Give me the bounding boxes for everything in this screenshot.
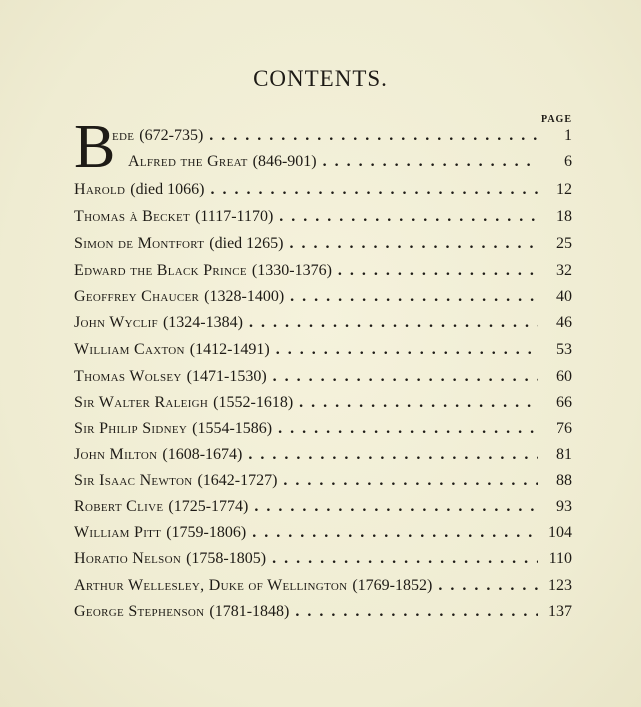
dot-leader xyxy=(279,205,538,229)
entry-name: Edward the Black Prince xyxy=(74,262,247,279)
entry-dates: (died 1265) xyxy=(209,235,284,252)
entry-page: 6 xyxy=(564,153,572,170)
dot-leader xyxy=(248,443,538,467)
toc-entry[interactable] xyxy=(74,178,572,202)
toc-entry[interactable] xyxy=(74,232,572,256)
dot-leader xyxy=(290,232,539,256)
dot-leader xyxy=(295,600,538,624)
entry-name: William Caxton xyxy=(74,341,185,358)
entry-page: 1 xyxy=(564,127,572,144)
entry-page: 46 xyxy=(556,314,572,331)
toc-entry[interactable] xyxy=(74,574,572,598)
entry-name: John Milton xyxy=(74,446,158,463)
entry-page: 32 xyxy=(556,262,572,279)
entry-page: 104 xyxy=(548,524,572,541)
entry-dates: (846-901) xyxy=(252,153,317,170)
toc-entry[interactable] xyxy=(74,205,572,229)
entry-dates: (1412-1491) xyxy=(189,341,270,358)
toc-entry[interactable] xyxy=(74,338,572,362)
dot-leader xyxy=(323,150,538,174)
entry-name: Thomas à Becket xyxy=(74,208,191,225)
entry-name: John Wyclif xyxy=(74,314,158,331)
toc-entry[interactable] xyxy=(74,285,572,309)
entry-dates: (1324-1384) xyxy=(162,314,243,331)
entry-name: Arthur Wellesley, Duke of Wellington xyxy=(74,577,348,594)
entry-dates: (1471-1530) xyxy=(186,368,267,385)
dot-leader xyxy=(249,311,538,335)
entry-dates: (1554-1586) xyxy=(192,420,273,437)
toc-entry[interactable] xyxy=(74,600,572,624)
entry-page: 93 xyxy=(556,498,572,515)
entry-page: 40 xyxy=(556,288,572,305)
drop-cap: B xyxy=(74,113,116,181)
entry-dates: (1725-1774) xyxy=(168,498,249,515)
dot-leader xyxy=(438,574,538,598)
dot-leader xyxy=(252,521,538,545)
page-title: CONTENTS. xyxy=(253,66,388,91)
dot-leader xyxy=(338,259,538,283)
entry-dates: (672-735) xyxy=(139,127,204,144)
toc-entry[interactable] xyxy=(128,150,572,174)
entry-name: Sir Isaac Newton xyxy=(74,472,193,489)
toc-entry[interactable] xyxy=(74,521,572,545)
entry-page: 53 xyxy=(556,341,572,358)
entry-page: 76 xyxy=(556,420,572,437)
entry-name: Alfred the Great xyxy=(128,153,248,170)
entry-name: Thomas Wolsey xyxy=(74,368,182,385)
entry-name: William Pitt xyxy=(74,524,162,541)
entry-page: 12 xyxy=(556,181,572,198)
dot-leader xyxy=(254,495,538,519)
entry-dates: (1330-1376) xyxy=(251,262,332,279)
entry-dates: (1759-1806) xyxy=(166,524,247,541)
entry-name: Horatio Nelson xyxy=(74,550,182,567)
toc-entry[interactable] xyxy=(74,365,572,389)
entry-page: 60 xyxy=(556,368,572,385)
entry-page: 81 xyxy=(556,446,572,463)
toc-entry[interactable] xyxy=(112,124,572,148)
entry-page: 88 xyxy=(556,472,572,489)
toc-entry[interactable] xyxy=(74,547,572,571)
entry-name: ede xyxy=(112,127,135,144)
entry-page: 110 xyxy=(548,550,572,567)
entry-dates: (1117-1170) xyxy=(195,208,274,225)
entry-dates: (died 1066) xyxy=(130,181,205,198)
entry-name: Sir Walter Raleigh xyxy=(74,394,209,411)
toc-entry[interactable] xyxy=(74,443,572,467)
dot-leader xyxy=(273,365,538,389)
entry-name: George Stephenson xyxy=(74,603,205,620)
entry-dates: (1328-1400) xyxy=(204,288,285,305)
entry-page: 18 xyxy=(556,208,572,225)
toc-entry[interactable] xyxy=(74,469,572,493)
toc-entry[interactable] xyxy=(74,391,572,415)
toc-entry[interactable] xyxy=(74,259,572,283)
dot-leader xyxy=(276,338,538,362)
dot-leader xyxy=(278,417,538,441)
dot-leader xyxy=(299,391,538,415)
entry-name: Sir Philip Sidney xyxy=(74,420,188,437)
entry-dates: (1552-1618) xyxy=(213,394,294,411)
entry-dates: (1769-1852) xyxy=(352,577,433,594)
entry-page: 25 xyxy=(556,235,572,252)
dot-leader xyxy=(272,547,538,571)
entry-dates: (1608-1674) xyxy=(162,446,243,463)
entry-dates: (1758-1805) xyxy=(186,550,267,567)
entry-page: 137 xyxy=(548,603,572,620)
dot-leader xyxy=(283,469,538,493)
entry-dates: (1781-1848) xyxy=(209,603,290,620)
page-column-header: PAGE xyxy=(540,114,572,125)
dot-leader xyxy=(209,124,538,148)
entry-name: Simon de Montfort xyxy=(74,235,205,252)
entry-name: Harold xyxy=(74,181,126,198)
entry-page: 123 xyxy=(548,577,572,594)
toc-entry[interactable] xyxy=(74,417,572,441)
entry-page: 66 xyxy=(556,394,572,411)
entry-name: Geoffrey Chaucer xyxy=(74,288,200,305)
toc-entry[interactable] xyxy=(74,495,572,519)
toc-entry[interactable] xyxy=(74,311,572,335)
dot-leader xyxy=(290,285,538,309)
dot-leader xyxy=(210,178,538,202)
entry-name: Robert Clive xyxy=(74,498,164,515)
entry-dates: (1642-1727) xyxy=(197,472,278,489)
